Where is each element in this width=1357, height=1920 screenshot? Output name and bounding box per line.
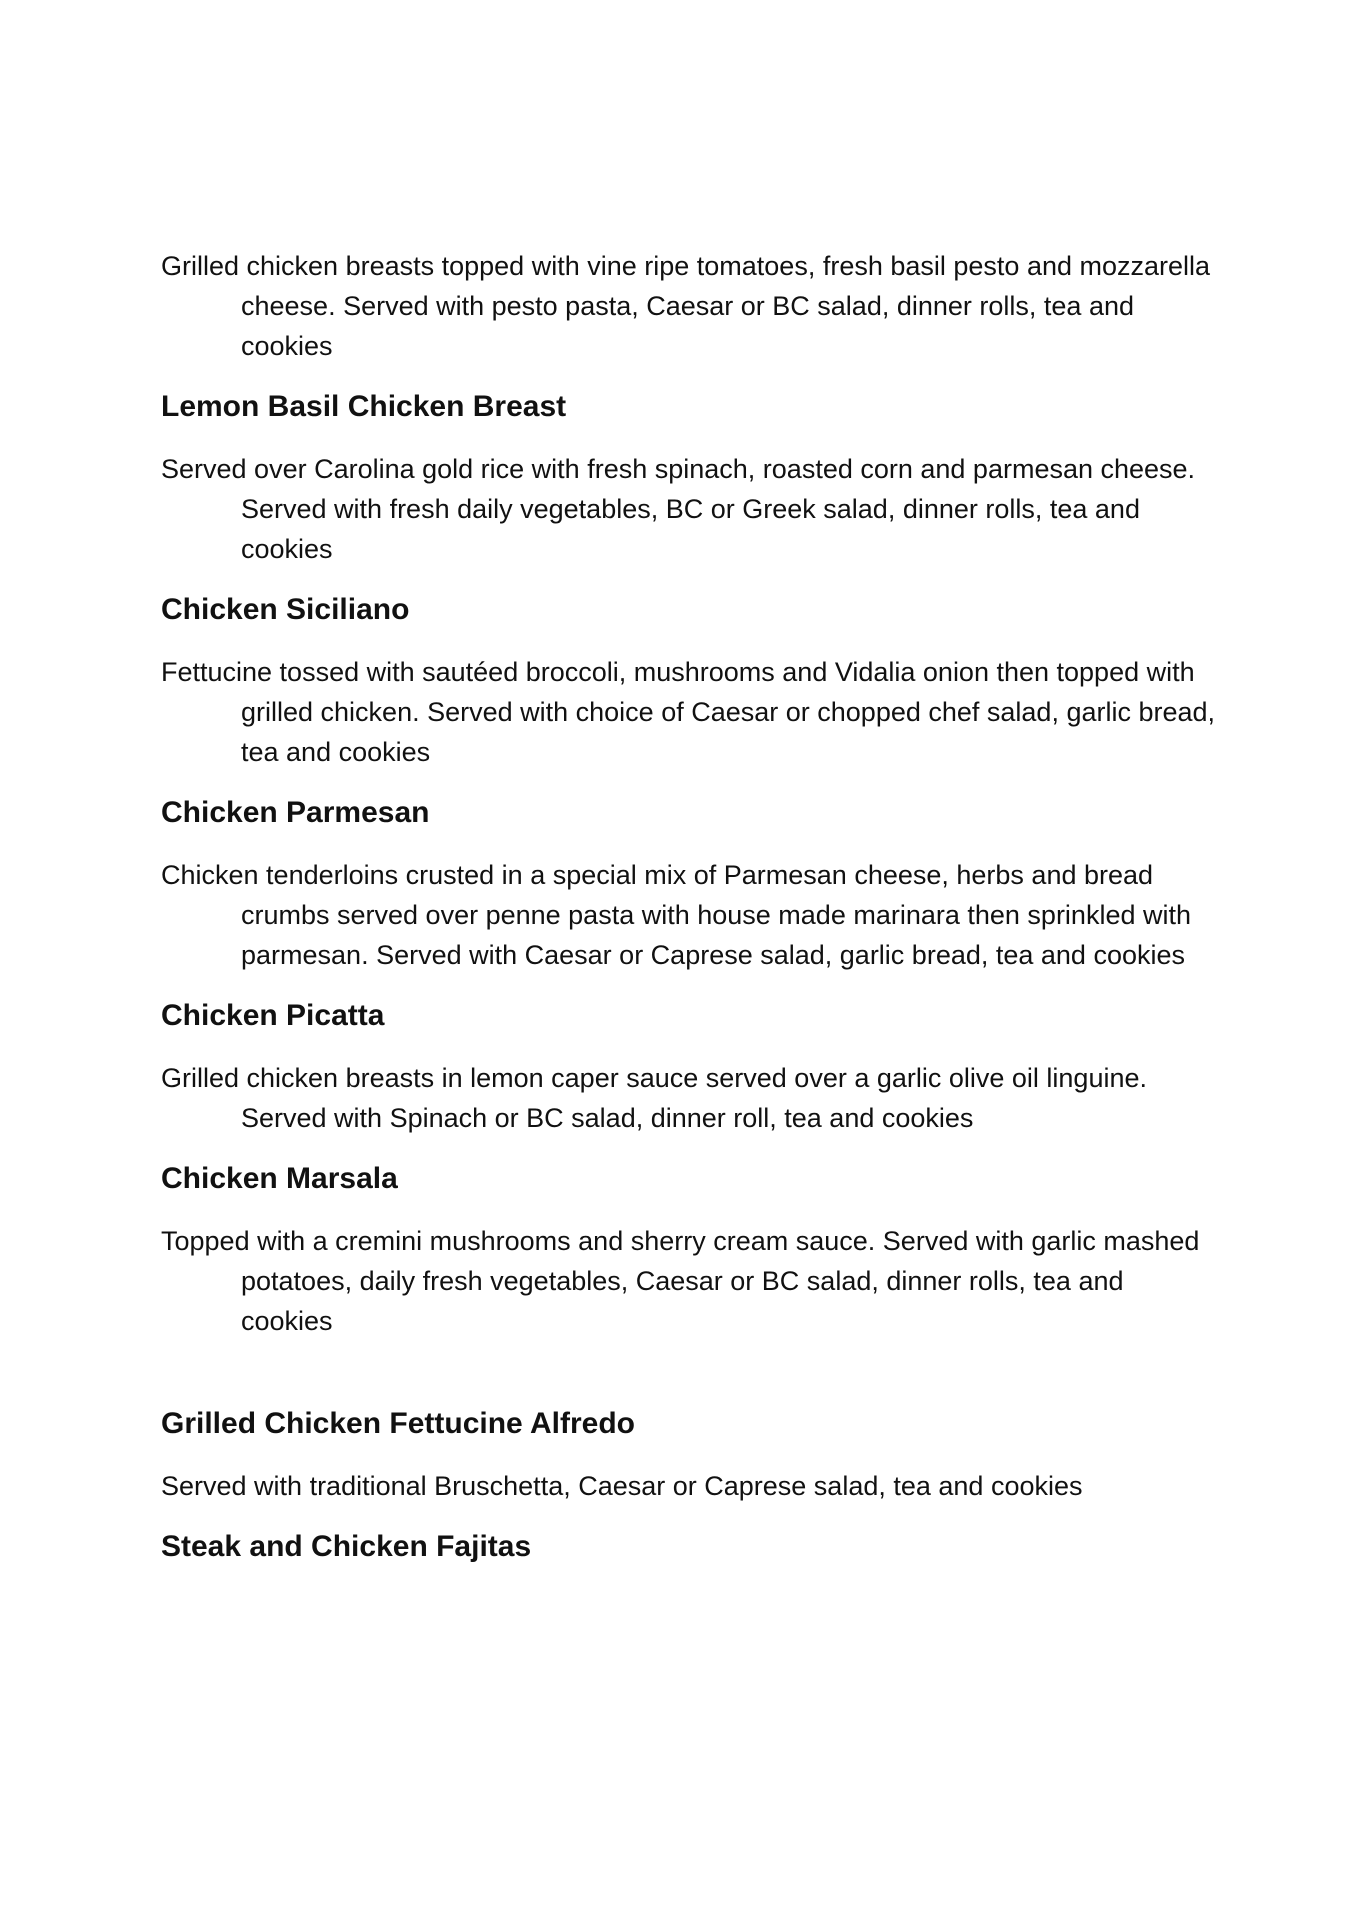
item-description: Served over Carolina gold rice with fresh spinach, roasted corn and parmesan cheese. Served with fresh daily vegetables, BC or Greek salad, dinner rolls, tea and cookies <box>161 454 1196 564</box>
item-description: Served with traditional Bruschetta, Caesar or Caprese salad, tea and cookies <box>161 1471 1083 1501</box>
item-title: Chicken Picatta <box>161 999 385 1032</box>
menu-page <box>161 246 1221 1567</box>
item-description: Fettucine tossed with sautéed broccoli, mushrooms and Vidalia onion then topped with grilled chicken. Served with choice of Caesar or chopped chef salad, garlic bread, tea and cookies <box>161 657 1216 767</box>
item-title: Lemon Basil Chicken Breast <box>161 390 567 423</box>
item-title: Chicken Parmesan <box>161 796 430 829</box>
item-description: Topped with a cremini mushrooms and sherry cream sauce. Served with garlic mashed potatoes, daily fresh vegetables, Caesar or BC salad, dinner rolls, tea and cookies <box>161 1226 1200 1336</box>
intro-description: Grilled chicken breasts topped with vine ripe tomatoes, fresh basil pesto and mozzarella cheese. Served with pesto pasta, Caesar or BC salad, dinner rolls, tea and cookies <box>161 251 1211 361</box>
item-title: Chicken Siciliano <box>161 593 410 626</box>
item-title: Steak and Chicken Fajitas <box>161 1530 532 1563</box>
item-title: Chicken Marsala <box>161 1162 398 1195</box>
item-description: Chicken tenderloins crusted in a special mix of Parmesan cheese, herbs and bread crumbs served over penne pasta with house made marinara then sprinkled with parmesan. Served with Caesar or Caprese salad, garlic bread, tea and cookies <box>161 860 1191 970</box>
item-description: Grilled chicken breasts in lemon caper sauce served over a garlic olive oil linguine. Served with Spinach or BC salad, dinner roll, tea and cookies <box>161 1063 1147 1133</box>
item-title: Grilled Chicken Fettucine Alfredo <box>161 1407 635 1440</box>
